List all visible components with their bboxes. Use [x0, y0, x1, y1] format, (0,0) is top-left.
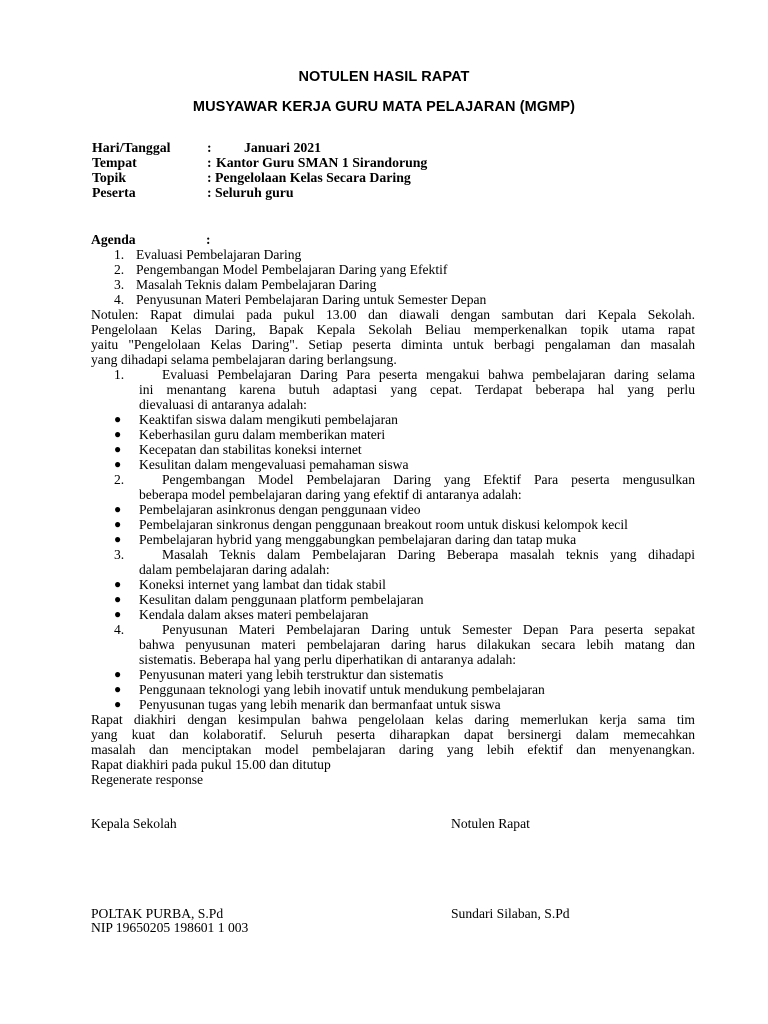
meta-label: Tempat: [92, 155, 137, 170]
agenda-item: 1. Evaluasi Pembelajaran Daring: [114, 247, 302, 262]
notulen-paragraph-line: yaitu "Pengelolaan Kelas Daring". Setiap peserta diminta untuk berbagi pengalaman dan masalah: [91, 337, 695, 352]
bullet-icon: ●: [114, 427, 122, 441]
bullet-icon: ●: [114, 607, 122, 621]
section-text-line: sistematis. Beberapa hal yang perlu diperhatikan di antaranya adalah:: [139, 652, 517, 667]
meta-label: Topik: [92, 170, 127, 185]
bullet-item: ● Keberhasilan guru dalam memberikan materi: [114, 427, 386, 442]
notulen-paragraph-line: Pengelolaan Kelas Daring, Bapak Kepala Sekolah Beliau memperkenalkan topik utama rapat: [91, 322, 695, 337]
agenda-separator: :: [206, 232, 211, 247]
bullet-icon: ●: [114, 592, 122, 606]
bullet-item: ● Koneksi internet yang lambat dan tidak stabil: [114, 577, 386, 592]
bullet-icon: ●: [114, 502, 122, 516]
bullet-icon: ●: [114, 682, 122, 696]
bullet-item: ● Kesulitan dalam mengevaluasi pemahaman siswa: [114, 457, 409, 472]
agenda-item: 2. Pengembangan Model Pembelajaran Daring yang Efektif: [114, 262, 448, 277]
bullet-item: ● Pembelajaran sinkronus dengan penggunaan breakout room untuk diskusi kelompok kecil: [114, 517, 628, 532]
section-heading: 3. Masalah Teknis dalam Pembelajaran Daring Beberapa masalah teknis yang dihadapi: [114, 547, 695, 562]
agenda-heading: [91, 232, 695, 247]
bullet-item: ● Kendala dalam akses materi pembelajaran: [114, 607, 369, 622]
signature-role-left: Kepala Sekolah: [91, 816, 177, 831]
meta-value: Kantor Guru SMAN 1 Sirandorung: [216, 155, 428, 170]
meta-label: Hari/Tanggal: [92, 140, 171, 155]
meta-value: Januari 2021: [244, 140, 322, 155]
signature-nip-left: NIP 19650205 198601 1 003: [91, 920, 249, 935]
bullet-item: ● Penyusunan materi yang lebih terstruktur dan sistematis: [114, 667, 444, 682]
agenda-item: 4. Penyusunan Materi Pembelajaran Daring untuk Semester Depan: [114, 292, 487, 307]
section-text-line: dalam pembelajaran daring adalah:: [139, 562, 330, 577]
section-text-line: bahwa penyusunan materi pembelajaran daring harus dilakukan secara lebih matang dan: [139, 637, 695, 652]
bullet-item: ● Pembelajaran hybrid yang menggabungkan pembelajaran daring dan tatap muka: [114, 532, 577, 547]
notulen-paragraph-line: yang dihadapi selama pembelajaran daring berlangsung.: [91, 352, 397, 367]
section-text-line: ini menantang karena butuh adaptasi yang cepat. Terdapat beberapa hal yang perlu: [139, 382, 695, 397]
meta-value: Pengelolaan Kelas Secara Daring: [215, 170, 411, 185]
signature-role-right: Notulen Rapat: [451, 816, 530, 831]
bullet-icon: ●: [114, 442, 122, 456]
closing-line: yang kuat dan kolaboratif. Seluruh peserta diharapkan dapat bersinergi dalam memecahkan: [91, 727, 695, 742]
bullet-icon: ●: [114, 532, 122, 546]
bullet-icon: ●: [114, 697, 122, 711]
meta-value: Seluruh guru: [215, 185, 294, 200]
section-heading: 2. Pengembangan Model Pembelajaran Daring yang Efektif Para peserta mengusulkan: [114, 472, 695, 487]
document-title: NOTULEN HASIL RAPAT: [298, 69, 470, 85]
meta-separator: :: [207, 155, 212, 170]
agenda-item: 3. Masalah Teknis dalam Pembelajaran Daring: [114, 277, 377, 292]
bullet-item: ● Penyusunan tugas yang lebih menarik dan bermanfaat untuk siswa: [114, 697, 501, 712]
closing-line: Rapat diakhiri dengan kesimpulan bahwa pengelolaan kelas daring memerlukan kerja sama tim: [91, 712, 695, 727]
meta-separator: :: [207, 140, 212, 155]
signature-name-right: Sundari Silaban, S.Pd: [451, 906, 570, 921]
closing-line: Rapat diakhiri pada pukul 15.00 dan ditutup: [91, 757, 331, 772]
bullet-item: ● Pembelajaran asinkronus dengan penggunaan video: [114, 502, 421, 517]
meta-separator: :: [207, 170, 212, 185]
bullet-icon: ●: [114, 577, 122, 591]
signature-name-left: POLTAK PURBA, S.Pd: [91, 906, 224, 921]
bullet-icon: ●: [114, 412, 122, 426]
bullet-icon: ●: [114, 517, 122, 531]
bullet-icon: ●: [114, 457, 122, 471]
agenda-label: Agenda: [91, 232, 136, 247]
meta-label: Peserta: [92, 185, 136, 200]
section-text-line: dievaluasi di antaranya adalah:: [139, 397, 307, 412]
bullet-icon: ●: [114, 667, 122, 681]
bullet-item: ● Penggunaan teknologi yang lebih inovatif untuk mendukung pembelajaran: [114, 682, 545, 697]
section-text-line: beberapa model pembelajaran daring yang efektif di antaranya adalah:: [139, 487, 522, 502]
bullet-item: ● Keaktifan siswa dalam mengikuti pembelajaran: [114, 412, 398, 427]
section-heading: 4. Penyusunan Materi Pembelajaran Daring untuk Semester Depan Para peserta sepakat: [114, 622, 695, 637]
document-subtitle: MUSYAWAR KERJA GURU MATA PELAJARAN (MGMP): [192, 99, 576, 115]
bullet-item: ● Kecepatan dan stabilitas koneksi internet: [114, 442, 362, 457]
meta-separator: :: [207, 185, 212, 200]
document-body: [91, 232, 695, 787]
closing-line: masalah dan menciptakan model pembelajaran daring yang lebih efektif dan menyenangkan.: [91, 742, 695, 757]
bullet-item: ● Kesulitan dalam penggunaan platform pembelajaran: [114, 592, 424, 607]
regenerate-response-text: Regenerate response: [91, 772, 204, 787]
notulen-paragraph-line: Notulen: Rapat dimulai pada pukul 13.00 dan diawali dengan sambutan dari Kepala Sekolah.: [91, 307, 695, 322]
section-heading: 1. Evaluasi Pembelajaran Daring Para peserta mengakui bahwa pembelajaran daring selama: [114, 367, 695, 382]
